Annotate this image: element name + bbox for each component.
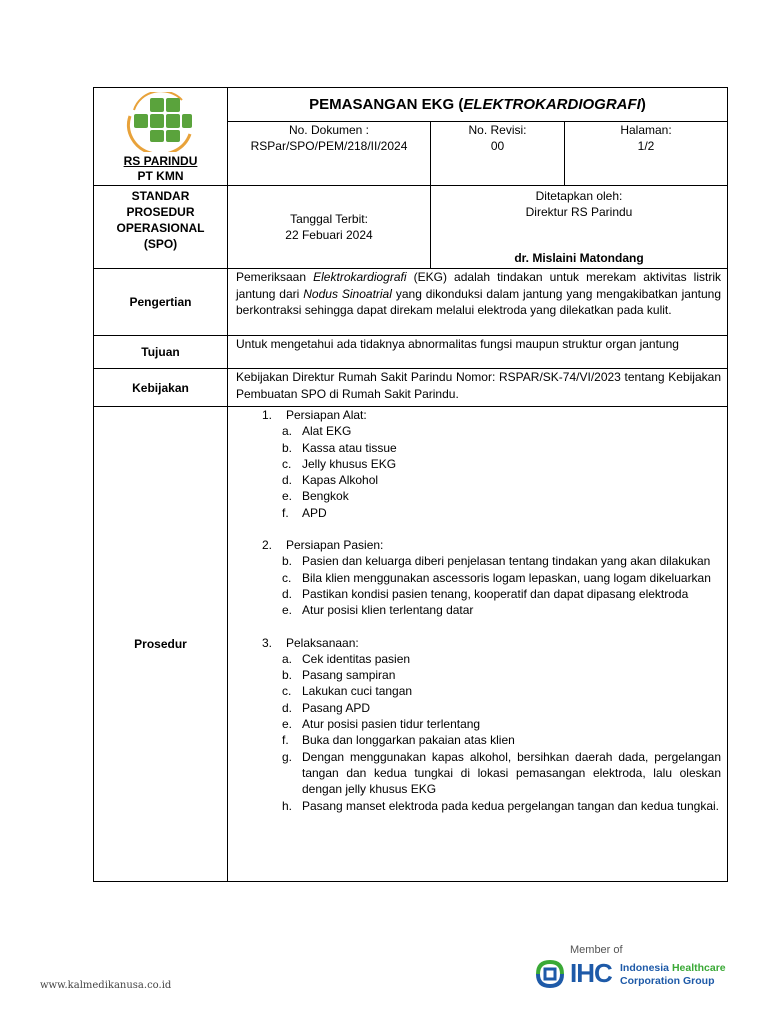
item-text: Buka dan longgarkan pakaian atas klien xyxy=(302,733,515,748)
item-text: Atur posisi pasien tidur terlentang xyxy=(302,717,481,732)
pengertian-content: Pemeriksaan Elektrokardiografi (EKG) adalah tindakan untuk merekam aktivitas listrik jantung dari Nodus Sinoatrial yang dikonduksi dalam jantung yang mengakibatkan jantung berkontraksi sehingga dapat direkam melalui elektroda yang dilekatkan pada kulit. xyxy=(228,269,728,336)
page-label: Halaman: xyxy=(620,123,672,137)
item-letter: a. xyxy=(282,651,293,666)
item-text: Cek identitas pasien xyxy=(302,651,411,666)
spo-label-cell: STANDAR PROSEDUR OPERASIONAL (SPO) xyxy=(94,186,228,269)
item-text: Atur posisi klien terlentang datar xyxy=(302,603,474,618)
pengertian-label: Pengertian xyxy=(94,269,228,336)
member-of-label: Member of xyxy=(570,944,623,956)
doc-number-value: RSPar/SPO/PEM/218/II/2024 xyxy=(250,139,408,153)
company-name: PT KMN xyxy=(137,169,184,183)
page-cell xyxy=(565,122,728,186)
list-item xyxy=(282,683,721,699)
procedure-step-title xyxy=(258,635,721,651)
page-value: 1/2 xyxy=(637,139,655,153)
hospital-logo-cell xyxy=(94,88,228,186)
item-letter: b. xyxy=(282,554,293,569)
item-letter: e. xyxy=(282,603,293,618)
item-text: Lakukan cuci tangan xyxy=(302,684,413,699)
revision-label: No. Revisi: xyxy=(468,123,527,137)
revision-value: 00 xyxy=(490,139,505,153)
list-item xyxy=(282,440,721,456)
step-number: 1. xyxy=(262,408,273,422)
document-title: PEMASANGAN EKG (ELEKTROKARDIOGRAFI) xyxy=(228,88,728,122)
item-text: Bengkok xyxy=(302,489,349,504)
item-text: Pasang manset elektroda pada kedua pergelangan tangan dan kedua tungkai. xyxy=(302,798,719,813)
ihc-wordmark: IHC xyxy=(570,958,612,988)
item-letter: f. xyxy=(282,505,289,520)
item-letter: h. xyxy=(282,798,293,813)
ihc-knot-icon xyxy=(532,956,568,992)
list-item xyxy=(282,700,721,716)
ihc-member-logo xyxy=(532,944,742,994)
spo-header-table xyxy=(93,87,728,882)
tujuan-content: Untuk mengetahui ada tidaknya abnormalitas fungsi maupun struktur organ jantung xyxy=(228,336,728,369)
step-title-text: Pelaksanaan: xyxy=(286,635,359,650)
item-letter: a. xyxy=(282,424,293,439)
list-item xyxy=(282,456,721,472)
item-text: Alat EKG xyxy=(302,424,352,439)
kebijakan-label: Kebijakan xyxy=(94,369,228,407)
item-letter: c. xyxy=(282,456,292,471)
list-item xyxy=(282,716,721,732)
item-text: Pasien dan keluarga diberi penjelasan tentang tindakan yang akan dilakukan xyxy=(302,554,711,569)
step-title-text: Persiapan Alat: xyxy=(286,408,367,422)
item-letter: c. xyxy=(282,684,292,699)
item-text: Jelly khusus EKG xyxy=(302,456,397,471)
item-text: Pasang sampiran xyxy=(302,668,396,683)
procedure-substeps xyxy=(258,553,721,618)
procedure-list xyxy=(258,407,721,814)
item-letter: e. xyxy=(282,717,293,732)
procedure-step-title xyxy=(258,537,721,553)
issue-date-value: 22 Febuari 2024 xyxy=(285,228,373,242)
item-letter: d. xyxy=(282,700,293,715)
kebijakan-content: Kebijakan Direktur Rumah Sakit Parindu Nomor: RSPAR/SK-74/VI/2023 tentang Kebijakan Pembuatan SPO di Rumah Sakit Parindu. xyxy=(228,369,728,407)
item-text: Pastikan kondisi pasien tenang, kooperatif dan dapat dipasang elektroda xyxy=(302,586,689,601)
hospital-cross-logo-icon xyxy=(122,92,198,152)
issue-date-label: Tanggal Terbit: xyxy=(290,212,368,226)
list-item xyxy=(282,749,721,798)
item-letter: b. xyxy=(282,440,293,455)
hospital-name: RS PARINDU xyxy=(123,154,198,168)
item-text: Kapas Alkohol xyxy=(302,473,379,488)
prosedur-label: Prosedur xyxy=(94,407,228,882)
procedure-step-title xyxy=(258,407,721,423)
item-text: Dengan menggunakan kapas alkohol, bersihkan daerah dada, pergelangan tangan dan kedua tungkai di lokasi pemasangan elektroda, lalu oleskan dengan jelly khusus EKG xyxy=(302,749,721,797)
item-letter: d. xyxy=(282,473,293,488)
step-spacer xyxy=(258,521,721,537)
step-number: 2. xyxy=(262,538,273,553)
footer-url: www.kalmedikanusa.co.id xyxy=(40,980,172,991)
ihc-name-line2: Corporation Group xyxy=(620,975,715,987)
step-number: 3. xyxy=(262,635,273,650)
procedure-substeps xyxy=(258,423,721,521)
item-letter: f. xyxy=(282,733,289,748)
doc-number-cell xyxy=(228,122,431,186)
prosedur-content xyxy=(228,407,728,882)
item-letter: b. xyxy=(282,668,293,683)
list-item xyxy=(282,505,721,521)
ihc-name-line1: Indonesia Healthcare xyxy=(620,962,726,974)
list-item xyxy=(282,651,721,667)
item-text: APD xyxy=(302,505,327,520)
doc-number-label: No. Dokumen : xyxy=(288,123,370,137)
approved-role: Direktur RS Parindu xyxy=(525,205,633,219)
list-item xyxy=(282,732,721,748)
list-item xyxy=(282,586,721,602)
tujuan-label: Tujuan xyxy=(94,336,228,369)
approved-by-label: Ditetapkan oleh: xyxy=(535,189,623,203)
revision-cell xyxy=(431,122,565,186)
list-item xyxy=(282,423,721,439)
approval-cell xyxy=(431,186,728,269)
list-item xyxy=(282,570,721,586)
approved-name: dr. Mislaini Matondang xyxy=(514,251,644,265)
list-item xyxy=(282,472,721,488)
list-item xyxy=(282,667,721,683)
item-text: Pasang APD xyxy=(302,700,371,715)
procedure-substeps xyxy=(258,651,721,814)
list-item xyxy=(282,553,721,569)
item-letter: e. xyxy=(282,489,293,504)
item-letter: d. xyxy=(282,586,293,601)
list-item xyxy=(282,488,721,504)
issue-date-cell xyxy=(228,186,431,269)
spo-document xyxy=(93,87,727,882)
step-spacer xyxy=(258,619,721,635)
item-text: Kassa atau tissue xyxy=(302,440,397,455)
item-text: Bila klien menggunakan ascessoris logam lepaskan, uang logam dikeluarkan xyxy=(302,570,711,585)
item-letter: g. xyxy=(282,749,293,764)
step-title-text: Persiapan Pasien: xyxy=(286,538,384,553)
item-letter: c. xyxy=(282,570,292,585)
list-item xyxy=(282,602,721,618)
list-item xyxy=(282,798,721,814)
